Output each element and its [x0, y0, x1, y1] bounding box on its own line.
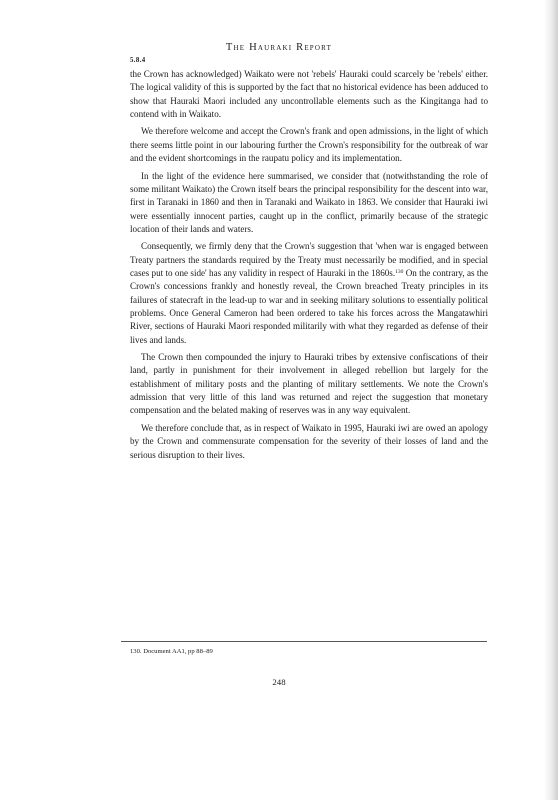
footnote-reference[interactable]: 130: [395, 269, 404, 276]
paragraph-5: The Crown then compounded the injury to Hauraki tribes by extensive confiscations of their land, partly in punishment for their involvement in alleged rebellion but largely for the establishment of military posts and the planting of military settlements. We note the Crown's admission that very little of this land was returned and reject the suggestion that monetary compensation and the belated making of reserves was in any way equivalent.: [130, 352, 488, 416]
footnote: 130. Document AA1, pp 88–89: [130, 648, 213, 655]
paragraph-4-text-a: Consequently, we firmly deny that the Crown's suggestion that 'when war is engaged between Treaty partners the standards required by the Treaty must necessarily be modified, and in special cases put to one side' has any validity in respect of Hauraki in the 1860s.: [130, 241, 488, 279]
body-text: [130, 68, 488, 466]
paragraph-4-text-b: On the contrary, as the Crown's concessions frankly and honestly reveal, the Crown breached Treaty principles in its failures of statecraft in the lead-up to war and in seeking military solutions to essentially political problems. Once General Cameron had been ordered to take his forces across the Mangatawhiri River, sections of Hauraki Maori responded militarily with what they regarded as defense of their lives and lands.: [130, 268, 488, 345]
page-number: 248: [272, 677, 286, 687]
paragraph-3: In the light of the evidence here summarised, we consider that (notwithstanding the role of some militant Waikato) the Crown itself bears the principal responsibility for the descent into war, first in Taranaki in 1860 and then in Taranaki and Waikato in 1863. We consider that Hauraki iwi were essentially innocent parties, caught up in the conflict, primarily because of the strategic location of their lands and waters.: [130, 170, 488, 234]
footnote-divider: [121, 641, 487, 642]
paragraph-6: We therefore conclude that, as in respect of Waikato in 1995, Hauraki iwi are owed an apology by the Crown and commensurate compensation for the severity of their losses of land and the serious disruption to their lives.: [130, 422, 488, 460]
paragraph-1: the Crown has acknowledged) Waikato were not 'rebels' Hauraki could scarcely be 'rebels' either. The logical validity of this is supported by the fact that no historical evidence has been adduced to show that Hauraki Maori included any uncontrollable elements such as the Kingitanga had to contend with in Waikato.: [130, 69, 488, 119]
running-head: The Hauraki Report: [225, 42, 333, 53]
paragraph-4: [130, 240, 488, 346]
section-number: 5.8.4: [130, 57, 146, 64]
paragraph-2: We therefore welcome and accept the Crown's frank and open admissions, in the light of which there seems little point in our labouring further the Crown's responsibility for the outbreak of war and the evident shortcomings in the raupatu policy and its implementation.: [130, 126, 488, 164]
